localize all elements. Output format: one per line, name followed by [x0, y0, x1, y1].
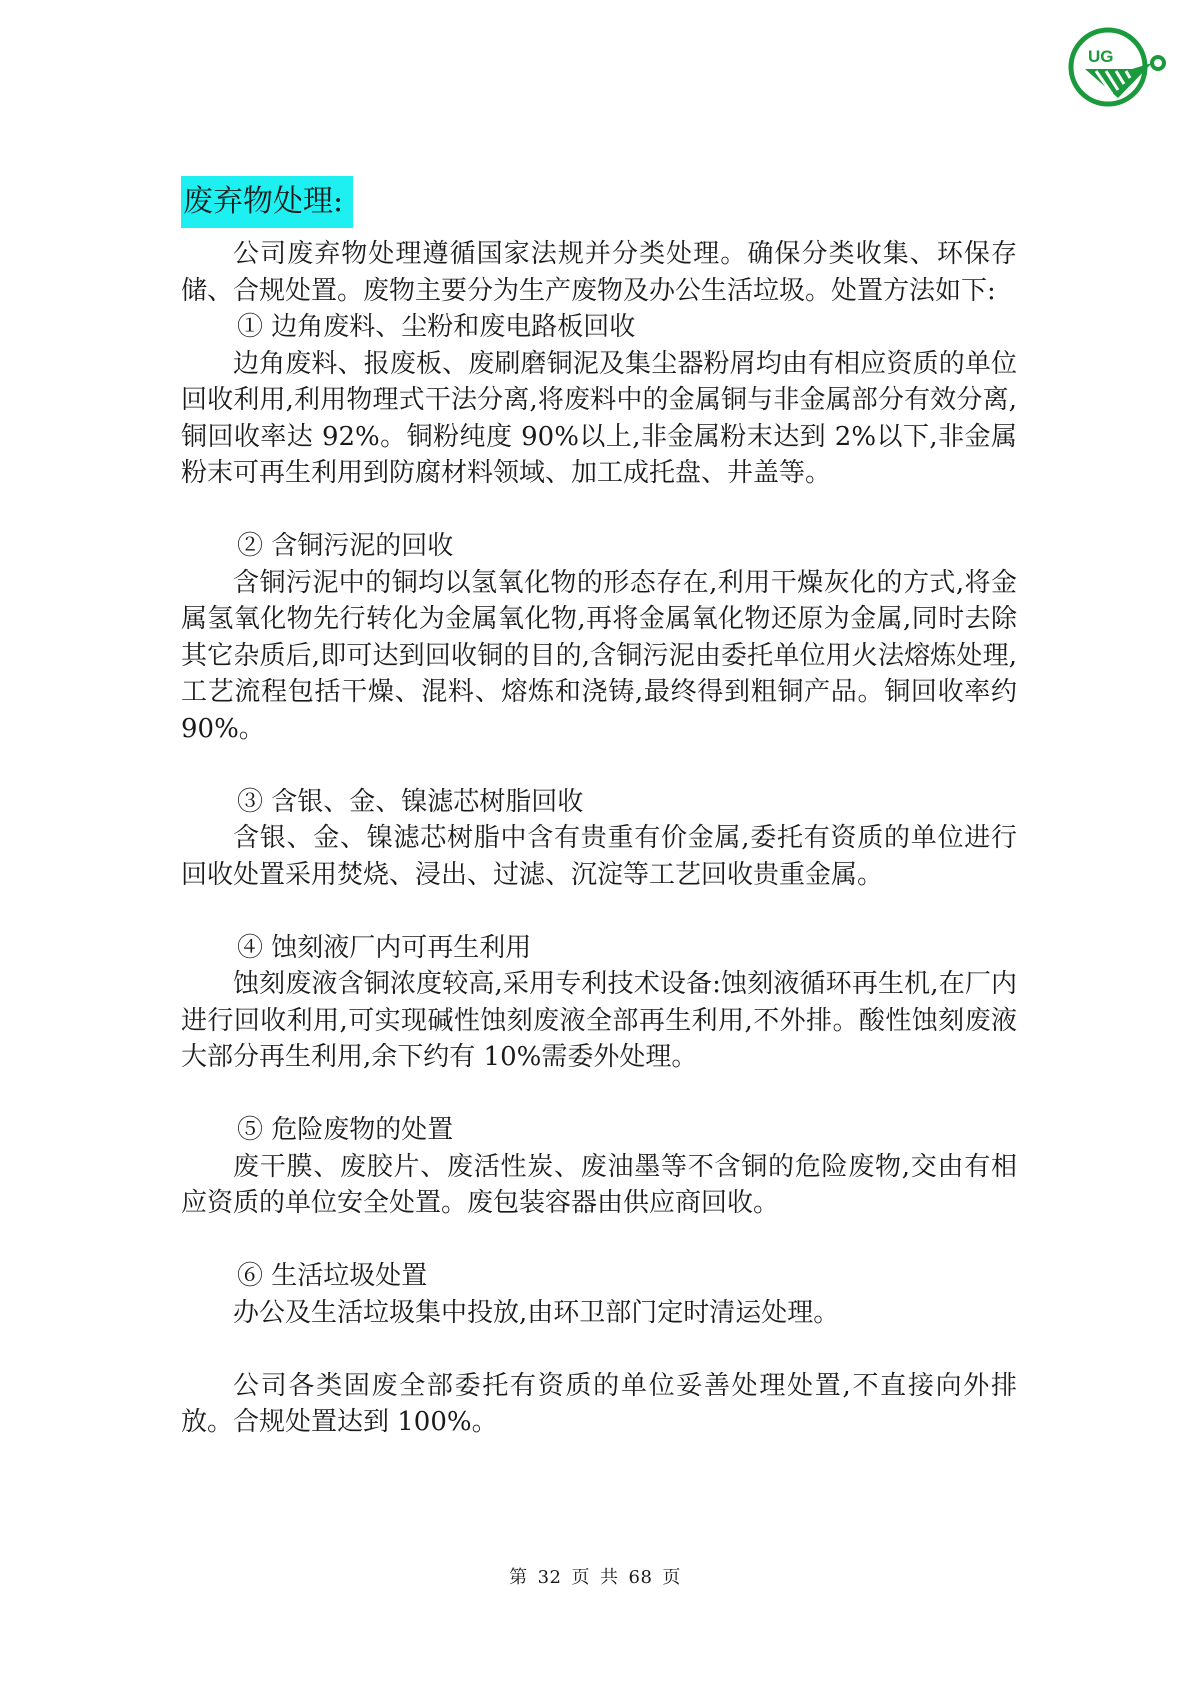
item-4-body: 蚀刻废液含铜浓度较高,采用专利技术设备:蚀刻液循环再生机,在厂内进行回收利用,可实现碱性蚀刻废液全部再生利用,不外排。酸性蚀刻废液大部分再生利用,余下约有 10%需委外处理。 [181, 969, 1017, 1072]
item-5-body: 废干膜、废胶片、废活性炭、废油墨等不含铜的危险废物,交由有相应资质的单位安全处置。废包装容器由供应商回收。 [181, 1151, 1017, 1218]
conclusion-paragraph: 公司各类固废全部委托有资质的单位妥善处理处置,不直接向外排放。合规处置达到 100%。 [181, 1370, 1017, 1437]
section-heading: 废弃物处理: [181, 176, 353, 228]
footer-total-word: 共 [600, 1567, 619, 1588]
item-3-body: 含银、金、镍滤芯树脂中含有贵重有价金属,委托有资质的单位进行回收处置采用焚烧、浸出、过滤、沉淀等工艺回收贵重金属。 [181, 823, 1017, 890]
intro-paragraph: 公司废弃物处理遵循国家法规并分类处理。确保分类收集、环保存储、合规处置。废物主要分为生产废物及办公生活垃圾。处置方法如下: [181, 239, 1017, 306]
item-1-body: 边角废料、报废板、废刷磨铜泥及集尘器粉屑均由有相应资质的单位回收利用,利用物理式干法分离,将废料中的金属铜与非金属部分有效分离,铜回收率达 92%。铜粉纯度 90%以上,非金属粉末达到 2%以下,非金属粉末可再生利用到防腐材料领域、加工成托盘、井盖等。 [181, 348, 1017, 488]
item-1-title: ① 边角废料、尘粉和废电路板回收 [237, 312, 636, 342]
footer-suffix: 页 [662, 1567, 681, 1588]
item-2-body: 含铜污泥中的铜均以氢氧化物的形态存在,利用干燥灰化的方式,将金属氢氧化物先行转化为金属氧化物,再将金属氧化物还原为金属,同时去除其它杂质后,即可达到回收铜的目的,含铜污泥由委托单位用火法熔炼处理,工艺流程包括干燥、混料、熔炼和浇铸,最终得到粗铜产品。铜回收率约 90%。 [181, 567, 1017, 744]
item-3-title: ③ 含银、金、镍滤芯树脂回收 [237, 786, 584, 817]
item-6-body: 办公及生活垃圾集中投放,由环卫部门定时清运处理。 [233, 1297, 840, 1328]
page-footer [0, 1566, 1190, 1590]
item-5-title: ⑤ 危险废物的处置 [237, 1115, 454, 1145]
total-page-count: 68 [628, 1567, 653, 1588]
item-2-title: ② 含铜污泥的回收 [237, 531, 454, 561]
footer-prefix: 第 [509, 1567, 528, 1588]
item-4-title: ④ 蚀刻液厂内可再生利用 [237, 932, 532, 963]
company-logo [1068, 22, 1170, 112]
item-6-title: ⑥ 生活垃圾处置 [237, 1261, 428, 1291]
logo-text: UG [1088, 47, 1114, 66]
footer-page-word: 页 [571, 1567, 590, 1588]
document-body [181, 236, 1017, 1441]
current-page-number: 32 [537, 1567, 562, 1588]
